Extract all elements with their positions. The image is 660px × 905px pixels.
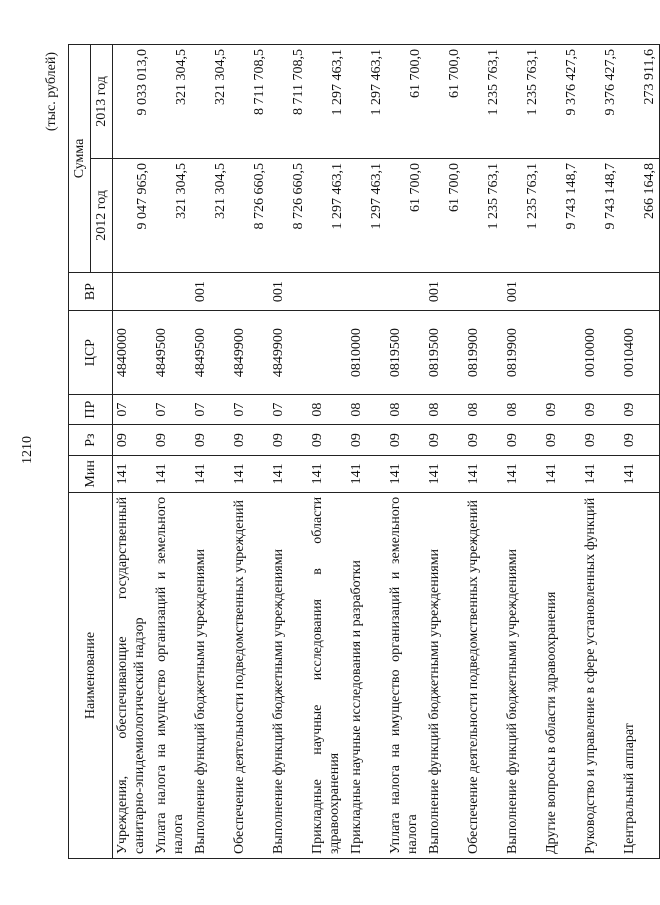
table-row xyxy=(425,45,464,859)
table-row xyxy=(581,45,620,859)
row-2013: 9 033 013,0 xyxy=(113,45,153,159)
row-2013: 273 911,6 xyxy=(620,45,660,159)
row-2013: 321 304,5 xyxy=(191,45,230,159)
row-name: Обеспечение деятельности подведомственных учреждений xyxy=(230,492,269,858)
row-pr: 08 xyxy=(386,394,425,425)
row-vr: 001 xyxy=(503,272,542,311)
row-pr: 07 xyxy=(191,394,230,425)
row-2012: 321 304,5 xyxy=(152,158,191,272)
row-name: Руководство и управление в сфере установленных функций xyxy=(581,492,620,858)
row-min: 141 xyxy=(113,455,153,492)
row-name: Выполнение функций бюджетными учреждениями xyxy=(191,492,230,858)
table-row xyxy=(386,45,425,859)
table-row xyxy=(230,45,269,859)
row-rz: 09 xyxy=(464,425,503,456)
row-name: Центральный аппарат xyxy=(620,492,660,858)
header-name: Наименование xyxy=(69,492,113,858)
table-row xyxy=(308,45,347,859)
row-pr: 08 xyxy=(503,394,542,425)
header-rz: Рз xyxy=(69,425,113,456)
row-min: 141 xyxy=(503,455,542,492)
table-row xyxy=(152,45,191,859)
row-2013: 1 297 463,1 xyxy=(347,45,386,159)
row-vr xyxy=(464,272,503,311)
row-rz: 09 xyxy=(386,425,425,456)
row-vr xyxy=(542,272,581,311)
row-vr xyxy=(347,272,386,311)
table-row xyxy=(347,45,386,859)
row-rz: 09 xyxy=(425,425,464,456)
table-row xyxy=(620,45,660,859)
table-row xyxy=(269,45,308,859)
row-csr: 0819900 xyxy=(503,311,542,394)
table-body xyxy=(113,45,660,859)
row-2012: 321 304,5 xyxy=(191,158,230,272)
row-min: 141 xyxy=(308,455,347,492)
row-rz: 09 xyxy=(620,425,660,456)
row-2012: 1 235 763,1 xyxy=(503,158,542,272)
row-rz: 09 xyxy=(347,425,386,456)
table-row xyxy=(542,45,581,859)
row-2013: 321 304,5 xyxy=(152,45,191,159)
row-vr xyxy=(620,272,660,311)
row-name: Обеспечение деятельности подведомственных учреждений xyxy=(464,492,503,858)
row-name: Учреждения, обеспечивающие государственный санитарно-эпидемиологический надзор xyxy=(113,492,153,858)
row-2012: 1 235 763,1 xyxy=(464,158,503,272)
row-name: Прикладные научные исследования в области здравоохранения xyxy=(308,492,347,858)
row-csr xyxy=(308,311,347,394)
row-min: 141 xyxy=(542,455,581,492)
header-sum: Сумма xyxy=(69,45,91,273)
row-csr: 0010400 xyxy=(620,311,660,394)
row-2013: 9 376 427,5 xyxy=(542,45,581,159)
row-rz: 09 xyxy=(542,425,581,456)
row-2012: 1 297 463,1 xyxy=(347,158,386,272)
header-2012: 2012 год xyxy=(91,158,113,272)
row-rz: 09 xyxy=(191,425,230,456)
row-rz: 09 xyxy=(581,425,620,456)
row-min: 141 xyxy=(230,455,269,492)
row-pr: 07 xyxy=(152,394,191,425)
row-vr xyxy=(581,272,620,311)
row-2012: 8 726 660,5 xyxy=(230,158,269,272)
row-min: 141 xyxy=(191,455,230,492)
row-csr: 4849500 xyxy=(191,311,230,394)
row-pr: 08 xyxy=(308,394,347,425)
row-name: Выполнение функций бюджетными учреждениями xyxy=(269,492,308,858)
row-rz: 09 xyxy=(503,425,542,456)
row-min: 141 xyxy=(269,455,308,492)
row-name: Другие вопросы в области здравоохранения xyxy=(542,492,581,858)
row-2013: 8 711 708,5 xyxy=(269,45,308,159)
row-vr: 001 xyxy=(191,272,230,311)
row-vr xyxy=(152,272,191,311)
row-2013: 1 297 463,1 xyxy=(308,45,347,159)
row-name: Уплата налога на имущество организаций и земельного налога xyxy=(152,492,191,858)
row-vr: 001 xyxy=(425,272,464,311)
row-2012: 61 700,0 xyxy=(386,158,425,272)
row-csr: 4849900 xyxy=(269,311,308,394)
row-min: 141 xyxy=(464,455,503,492)
row-rz: 09 xyxy=(113,425,153,456)
row-vr xyxy=(308,272,347,311)
row-2012: 61 700,0 xyxy=(425,158,464,272)
row-csr: 4840000 xyxy=(113,311,153,394)
table-header xyxy=(69,45,113,859)
row-pr: 07 xyxy=(269,394,308,425)
row-2013: 61 700,0 xyxy=(386,45,425,159)
row-rz: 09 xyxy=(230,425,269,456)
row-name: Выполнение функций бюджетными учреждениями xyxy=(503,492,542,858)
row-2013: 1 235 763,1 xyxy=(503,45,542,159)
row-min: 141 xyxy=(620,455,660,492)
row-pr: 09 xyxy=(581,394,620,425)
row-vr xyxy=(230,272,269,311)
row-csr: 0010000 xyxy=(581,311,620,394)
row-min: 141 xyxy=(152,455,191,492)
row-vr: 001 xyxy=(269,272,308,311)
table-row xyxy=(191,45,230,859)
row-2012: 9 047 965,0 xyxy=(113,158,153,272)
row-pr: 08 xyxy=(425,394,464,425)
row-2012: 266 164,8 xyxy=(620,158,660,272)
row-min: 141 xyxy=(425,455,464,492)
row-min: 141 xyxy=(386,455,425,492)
row-2013: 61 700,0 xyxy=(425,45,464,159)
row-pr: 08 xyxy=(347,394,386,425)
table-row xyxy=(464,45,503,859)
row-vr xyxy=(113,272,153,311)
row-2013: 8 711 708,5 xyxy=(230,45,269,159)
row-name: Выполнение функций бюджетными учреждениями xyxy=(425,492,464,858)
row-2012: 9 743 148,7 xyxy=(542,158,581,272)
row-2013: 1 235 763,1 xyxy=(464,45,503,159)
header-2013: 2013 год xyxy=(91,45,113,159)
header-csr: ЦСР xyxy=(69,311,113,394)
row-rz: 09 xyxy=(308,425,347,456)
header-pr: ПР xyxy=(69,394,113,425)
row-2013: 9 376 427,5 xyxy=(581,45,620,159)
page-number: 1210 xyxy=(20,436,35,464)
row-csr: 0819500 xyxy=(425,311,464,394)
row-csr: 4849900 xyxy=(230,311,269,394)
row-2012: 8 726 660,5 xyxy=(269,158,308,272)
row-csr: 0810000 xyxy=(347,311,386,394)
row-min: 141 xyxy=(581,455,620,492)
table-row xyxy=(113,45,153,859)
row-pr: 09 xyxy=(620,394,660,425)
row-csr: 0819500 xyxy=(386,311,425,394)
row-rz: 09 xyxy=(269,425,308,456)
row-csr xyxy=(542,311,581,394)
row-pr: 07 xyxy=(230,394,269,425)
table-row xyxy=(503,45,542,859)
units-note: (тыс. рублей) xyxy=(44,52,59,132)
row-csr: 0819900 xyxy=(464,311,503,394)
header-min: Мин xyxy=(69,455,113,492)
row-name: Уплата налога на имущество организаций и земельного налога xyxy=(386,492,425,858)
row-pr: 08 xyxy=(464,394,503,425)
row-2012: 1 297 463,1 xyxy=(308,158,347,272)
row-pr: 09 xyxy=(542,394,581,425)
row-pr: 07 xyxy=(113,394,153,425)
budget-table xyxy=(68,44,660,859)
row-vr xyxy=(386,272,425,311)
header-vr: ВР xyxy=(69,272,113,311)
row-csr: 4849500 xyxy=(152,311,191,394)
row-rz: 09 xyxy=(152,425,191,456)
row-2012: 9 743 148,7 xyxy=(581,158,620,272)
row-min: 141 xyxy=(347,455,386,492)
row-name: Прикладные научные исследования и разработки xyxy=(347,492,386,858)
